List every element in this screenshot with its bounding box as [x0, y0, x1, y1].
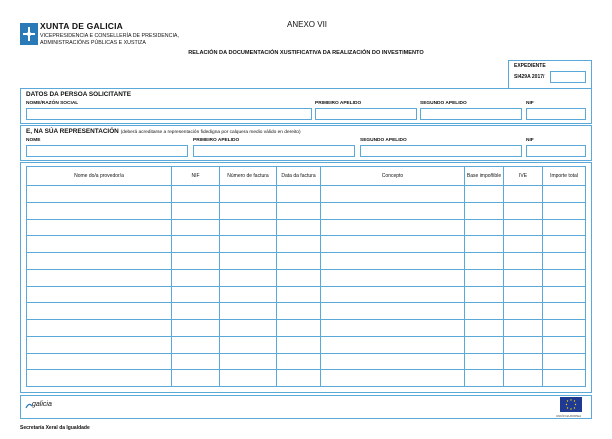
- table-cell[interactable]: [172, 320, 220, 337]
- representative-note: (deberá acreditarse a representación fidedigna por calquera medio válido en dereito): [120, 130, 301, 135]
- table-cell[interactable]: [27, 336, 172, 353]
- table-cell[interactable]: [172, 202, 220, 219]
- column-header-invoice-date: Data da factura: [277, 167, 321, 186]
- table-cell[interactable]: [27, 253, 172, 270]
- representative-nif-field[interactable]: [526, 145, 586, 157]
- table-row: [27, 219, 586, 236]
- applicant-second-surname-label: SEGUNDO APELIDO: [420, 101, 467, 106]
- table-cell[interactable]: [277, 353, 321, 370]
- table-cell[interactable]: [504, 236, 543, 253]
- column-header-vat: IVE: [504, 167, 543, 186]
- table-cell[interactable]: [543, 236, 586, 253]
- table-cell[interactable]: [543, 286, 586, 303]
- table-cell[interactable]: [27, 269, 172, 286]
- expediente-number-field[interactable]: [550, 71, 586, 83]
- table-cell[interactable]: [465, 286, 504, 303]
- table-row: [27, 186, 586, 203]
- expediente-label: EXPEDIENTE: [514, 63, 546, 69]
- table-cell[interactable]: [220, 186, 277, 203]
- table-cell[interactable]: [277, 286, 321, 303]
- table-cell[interactable]: [543, 336, 586, 353]
- table-cell[interactable]: [220, 253, 277, 270]
- applicant-section-title: DATOS DA PERSOA SOLICITANTE: [26, 91, 131, 98]
- table-cell[interactable]: [172, 269, 220, 286]
- invoice-table-header: [27, 167, 586, 186]
- table-cell[interactable]: [465, 186, 504, 203]
- applicant-first-surname-field[interactable]: [315, 108, 417, 120]
- table-cell[interactable]: [543, 202, 586, 219]
- table-cell[interactable]: [321, 303, 465, 320]
- table-cell[interactable]: [220, 353, 277, 370]
- table-cell[interactable]: [321, 336, 465, 353]
- table-cell[interactable]: [220, 336, 277, 353]
- column-header-concept: Concepto: [321, 167, 465, 186]
- table-cell[interactable]: [504, 269, 543, 286]
- table-row: [27, 320, 586, 337]
- table-cell[interactable]: [27, 236, 172, 253]
- table-cell[interactable]: [504, 336, 543, 353]
- table-cell[interactable]: [465, 353, 504, 370]
- table-cell[interactable]: [277, 303, 321, 320]
- secretaria-label: Secretaría Xeral da Igualdade: [20, 425, 90, 431]
- representative-name-label: NOME: [26, 138, 41, 143]
- annex-label: ANEXO VII: [287, 20, 328, 29]
- table-cell[interactable]: [172, 370, 220, 387]
- applicant-name-label: NOME/RAZÓN SOCIAL: [26, 101, 79, 106]
- representative-second-surname-label: SEGUNDO APELIDO: [360, 138, 407, 143]
- representative-name-field[interactable]: [26, 145, 188, 157]
- eu-flag-icon: [560, 397, 582, 412]
- department-name: [40, 33, 179, 46]
- table-cell[interactable]: [321, 236, 465, 253]
- table-cell[interactable]: [220, 202, 277, 219]
- table-cell[interactable]: [543, 219, 586, 236]
- table-cell[interactable]: [465, 253, 504, 270]
- table-cell[interactable]: [504, 219, 543, 236]
- table-cell[interactable]: [277, 186, 321, 203]
- representative-first-surname-field[interactable]: [193, 145, 355, 157]
- table-cell[interactable]: [27, 286, 172, 303]
- table-row: [27, 286, 586, 303]
- table-cell[interactable]: [277, 253, 321, 270]
- table-cell[interactable]: [220, 269, 277, 286]
- applicant-first-surname-label: PRIMEIRO APELIDO: [315, 101, 362, 106]
- table-cell[interactable]: [321, 219, 465, 236]
- table-cell[interactable]: [504, 186, 543, 203]
- table-cell[interactable]: [220, 303, 277, 320]
- table-cell[interactable]: [543, 269, 586, 286]
- table-cell[interactable]: [277, 236, 321, 253]
- table-cell[interactable]: [220, 236, 277, 253]
- table-cell[interactable]: [504, 320, 543, 337]
- table-cell[interactable]: [465, 320, 504, 337]
- table-cell[interactable]: [465, 370, 504, 387]
- table-cell[interactable]: [321, 186, 465, 203]
- table-row: [27, 303, 586, 320]
- table-cell[interactable]: [277, 219, 321, 236]
- table-cell[interactable]: [27, 219, 172, 236]
- table-cell[interactable]: [27, 320, 172, 337]
- table-row: [27, 336, 586, 353]
- department-line-1: VICEPRESIDENCIA E CONSELLERÍA DE PRESIDENCIA,: [40, 33, 179, 39]
- applicant-nif-label: NIF: [526, 101, 534, 106]
- table-cell[interactable]: [465, 219, 504, 236]
- expediente-code: SI429A 2017/: [514, 74, 545, 80]
- table-cell[interactable]: [321, 286, 465, 303]
- table-cell[interactable]: [504, 353, 543, 370]
- table-cell[interactable]: [220, 219, 277, 236]
- table-cell[interactable]: [172, 303, 220, 320]
- applicant-name-field[interactable]: [26, 108, 312, 120]
- applicant-nif-field[interactable]: [526, 108, 586, 120]
- table-cell[interactable]: [543, 353, 586, 370]
- applicant-second-surname-field[interactable]: [420, 108, 522, 120]
- table-cell[interactable]: [465, 336, 504, 353]
- table-cell[interactable]: [27, 186, 172, 203]
- table-cell[interactable]: [277, 320, 321, 337]
- footer-box: [20, 395, 592, 419]
- table-cell[interactable]: [172, 219, 220, 236]
- table-cell[interactable]: [504, 370, 543, 387]
- table-cell[interactable]: [277, 370, 321, 387]
- table-cell[interactable]: [277, 202, 321, 219]
- table-cell[interactable]: [277, 269, 321, 286]
- table-cell[interactable]: [465, 236, 504, 253]
- table-cell[interactable]: [504, 303, 543, 320]
- table-row: [27, 269, 586, 286]
- table-row: [27, 202, 586, 219]
- galicia-logo-text: galicia: [32, 401, 52, 408]
- table-cell[interactable]: [27, 370, 172, 387]
- table-cell[interactable]: [504, 253, 543, 270]
- table-cell[interactable]: [504, 286, 543, 303]
- representative-first-surname-label: PRIMEIRO APELIDO: [193, 138, 240, 143]
- table-row: [27, 353, 586, 370]
- table-cell[interactable]: [277, 336, 321, 353]
- table-cell[interactable]: [321, 202, 465, 219]
- table-cell[interactable]: [220, 320, 277, 337]
- table-cell[interactable]: [220, 286, 277, 303]
- xunta-logo-icon: [20, 23, 38, 45]
- table-cell[interactable]: [172, 336, 220, 353]
- table-cell[interactable]: [543, 370, 586, 387]
- representative-second-surname-field[interactable]: [360, 145, 522, 157]
- column-header-nif: NIF: [172, 167, 220, 186]
- table-cell[interactable]: [543, 186, 586, 203]
- representative-section-title: [26, 128, 301, 135]
- table-cell[interactable]: [465, 303, 504, 320]
- table-cell[interactable]: [27, 202, 172, 219]
- table-cell[interactable]: [27, 353, 172, 370]
- table-row: [27, 236, 586, 253]
- column-header-taxable-base: Base impoñible: [465, 167, 504, 186]
- column-header-invoice-number: Número de factura: [220, 167, 277, 186]
- table-cell[interactable]: [504, 202, 543, 219]
- table-cell[interactable]: [172, 186, 220, 203]
- table-cell[interactable]: [543, 320, 586, 337]
- table-cell[interactable]: [27, 303, 172, 320]
- table-cell[interactable]: [172, 286, 220, 303]
- department-line-2: ADMINISTRACIÓNS PÚBLICAS E XUSTIZA: [40, 39, 146, 46]
- table-row: [27, 253, 586, 270]
- column-header-provider: Nome do/a provedor/a: [27, 167, 172, 186]
- column-header-total-amount: Importe total: [543, 167, 586, 186]
- table-cell[interactable]: [321, 269, 465, 286]
- table-cell[interactable]: [465, 269, 504, 286]
- table-cell[interactable]: [543, 253, 586, 270]
- table-cell[interactable]: [321, 370, 465, 387]
- representative-nif-label: NIF: [526, 138, 534, 143]
- table-cell[interactable]: [321, 353, 465, 370]
- table-cell[interactable]: [172, 236, 220, 253]
- representative-title: E, NA SÚA REPRESENTACIÓN: [26, 128, 119, 135]
- document-title: RELACIÓN DA DOCUMENTACIÓN XUSTIFICATIVA DA REALIZACIÓN DO INVESTIMENTO: [188, 50, 424, 56]
- invoice-table: [26, 166, 586, 387]
- table-cell[interactable]: [172, 253, 220, 270]
- table-row: [27, 370, 586, 387]
- eu-label: UNIÓN EUROPEA: [556, 414, 582, 418]
- table-cell[interactable]: [321, 253, 465, 270]
- table-cell[interactable]: [220, 370, 277, 387]
- brand-name: XUNTA DE GALICIA: [40, 21, 124, 31]
- table-cell[interactable]: [321, 320, 465, 337]
- table-cell[interactable]: [543, 303, 586, 320]
- table-cell[interactable]: [172, 353, 220, 370]
- table-cell[interactable]: [465, 202, 504, 219]
